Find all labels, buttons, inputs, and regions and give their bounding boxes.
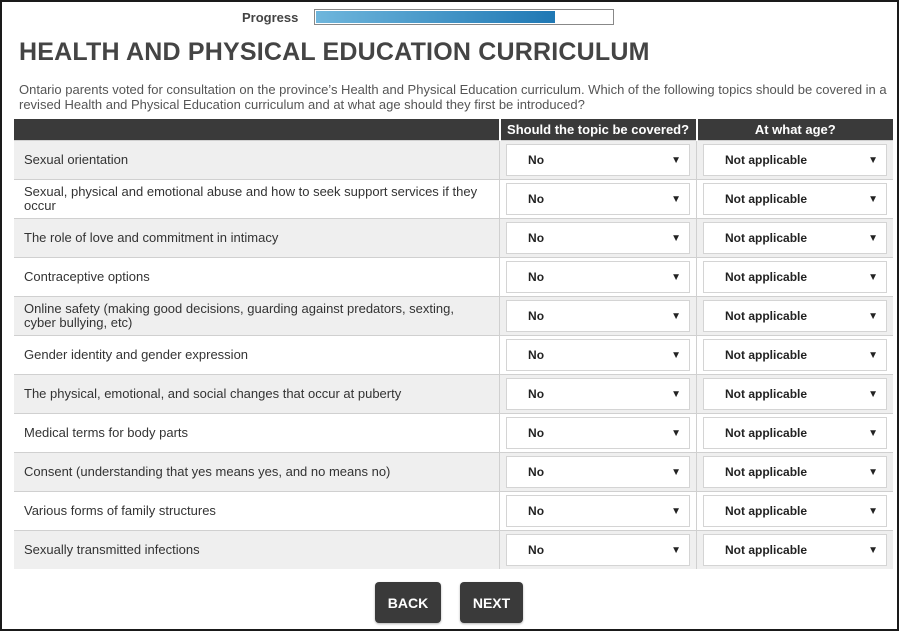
covered-select-value: No <box>528 543 545 557</box>
topic-label: Sexual orientation <box>14 141 500 180</box>
chevron-down-icon: ▼ <box>868 271 879 283</box>
topic-label: Online safety (making good decisions, guarding against predators, sexting, cyber bullying, etc) <box>14 297 500 336</box>
chevron-down-icon: ▼ <box>671 193 682 205</box>
covered-select-cell <box>500 180 697 219</box>
topic-label: Various forms of family structures <box>14 492 500 531</box>
table-row <box>14 219 893 258</box>
age-select-value: Not applicable <box>725 309 808 323</box>
age-select-cell <box>697 453 893 492</box>
table-header-row <box>14 119 893 141</box>
age-select-value: Not applicable <box>725 504 808 518</box>
progress-bar <box>314 9 614 25</box>
age-select-cell <box>697 297 893 336</box>
age-select-value: Not applicable <box>725 153 808 167</box>
age-select[interactable] <box>703 222 887 254</box>
chevron-down-icon: ▼ <box>671 427 682 439</box>
age-select-value: Not applicable <box>725 348 808 362</box>
covered-select-cell <box>500 531 697 570</box>
covered-select-cell <box>500 336 697 375</box>
topic-label: Sexually transmitted infections <box>14 531 500 570</box>
age-select-cell <box>697 219 893 258</box>
chevron-down-icon: ▼ <box>868 505 879 517</box>
covered-select-value: No <box>528 504 545 518</box>
topic-label: Consent (understanding that yes means yes, and no means no) <box>14 453 500 492</box>
age-select-value: Not applicable <box>725 192 808 206</box>
age-select-cell <box>697 375 893 414</box>
question-text: Ontario parents voted for consultation on the province’s Health and Physical Education curriculum. Which of the following topics should be covered in a revised Health and Physical Education curriculum and at what age should they first be introduced? <box>19 82 887 112</box>
age-select[interactable] <box>703 417 887 449</box>
topic-label: Sexual, physical and emotional abuse and how to seek support services if they occur <box>14 180 500 219</box>
covered-select[interactable] <box>506 495 690 527</box>
covered-select-value: No <box>528 426 545 440</box>
header-covered: Should the topic be covered? <box>500 119 697 141</box>
covered-select[interactable] <box>506 456 690 488</box>
covered-select[interactable] <box>506 222 690 254</box>
covered-select-cell <box>500 258 697 297</box>
chevron-down-icon: ▼ <box>671 310 682 322</box>
age-select[interactable] <box>703 534 887 566</box>
age-select-cell <box>697 180 893 219</box>
age-select-value: Not applicable <box>725 270 808 284</box>
table-row <box>14 258 893 297</box>
covered-select-value: No <box>528 153 545 167</box>
topic-label: The physical, emotional, and social changes that occur at puberty <box>14 375 500 414</box>
age-select[interactable] <box>703 456 887 488</box>
covered-select[interactable] <box>506 261 690 293</box>
chevron-down-icon: ▼ <box>868 232 879 244</box>
table-row <box>14 336 893 375</box>
page-title: HEALTH AND PHYSICAL EDUCATION CURRICULUM <box>19 38 650 66</box>
navigation-buttons <box>375 582 523 623</box>
progress-bar-fill <box>316 11 555 23</box>
chevron-down-icon: ▼ <box>671 349 682 361</box>
table-row <box>14 141 893 180</box>
topic-label: The role of love and commitment in intimacy <box>14 219 500 258</box>
table-row <box>14 453 893 492</box>
age-select-value: Not applicable <box>725 426 808 440</box>
chevron-down-icon: ▼ <box>671 388 682 400</box>
progress-label: Progress <box>242 9 299 25</box>
age-select[interactable] <box>703 300 887 332</box>
covered-select[interactable] <box>506 339 690 371</box>
age-select[interactable] <box>703 261 887 293</box>
covered-select-cell <box>500 141 697 180</box>
chevron-down-icon: ▼ <box>868 154 879 166</box>
chevron-down-icon: ▼ <box>868 193 879 205</box>
chevron-down-icon: ▼ <box>868 466 879 478</box>
age-select-value: Not applicable <box>725 543 808 557</box>
chevron-down-icon: ▼ <box>671 154 682 166</box>
covered-select[interactable] <box>506 534 690 566</box>
next-button[interactable]: NEXT <box>460 582 523 623</box>
header-age: At what age? <box>697 119 893 141</box>
covered-select-value: No <box>528 231 545 245</box>
chevron-down-icon: ▼ <box>671 232 682 244</box>
age-select-value: Not applicable <box>725 387 808 401</box>
covered-select-cell <box>500 219 697 258</box>
covered-select-value: No <box>528 192 545 206</box>
chevron-down-icon: ▼ <box>868 310 879 322</box>
table-row <box>14 414 893 453</box>
covered-select-cell <box>500 453 697 492</box>
covered-select-value: No <box>528 387 545 401</box>
covered-select-value: No <box>528 348 545 362</box>
chevron-down-icon: ▼ <box>671 466 682 478</box>
age-select[interactable] <box>703 144 887 176</box>
age-select[interactable] <box>703 495 887 527</box>
covered-select-value: No <box>528 309 545 323</box>
chevron-down-icon: ▼ <box>868 427 879 439</box>
age-select[interactable] <box>703 378 887 410</box>
age-select-cell <box>697 492 893 531</box>
question-matrix <box>14 119 893 569</box>
chevron-down-icon: ▼ <box>868 544 879 556</box>
covered-select-cell <box>500 414 697 453</box>
age-select-cell <box>697 141 893 180</box>
age-select-value: Not applicable <box>725 231 808 245</box>
chevron-down-icon: ▼ <box>868 349 879 361</box>
progress-section <box>242 9 614 25</box>
covered-select-cell <box>500 375 697 414</box>
age-select[interactable] <box>703 339 887 371</box>
covered-select[interactable] <box>506 417 690 449</box>
topic-label: Gender identity and gender expression <box>14 336 500 375</box>
table-row <box>14 531 893 570</box>
chevron-down-icon: ▼ <box>868 388 879 400</box>
table-row <box>14 297 893 336</box>
age-select[interactable] <box>703 183 887 215</box>
age-select-value: Not applicable <box>725 465 808 479</box>
covered-select[interactable] <box>506 183 690 215</box>
covered-select-value: No <box>528 465 545 479</box>
table-row <box>14 180 893 219</box>
topic-label: Medical terms for body parts <box>14 414 500 453</box>
topic-label: Contraceptive options <box>14 258 500 297</box>
covered-select-value: No <box>528 270 545 284</box>
covered-select-cell <box>500 492 697 531</box>
covered-select-cell <box>500 297 697 336</box>
covered-select[interactable] <box>506 378 690 410</box>
chevron-down-icon: ▼ <box>671 505 682 517</box>
age-select-cell <box>697 258 893 297</box>
age-select-cell <box>697 531 893 570</box>
header-topic <box>14 119 500 141</box>
age-select-cell <box>697 414 893 453</box>
covered-select[interactable] <box>506 144 690 176</box>
chevron-down-icon: ▼ <box>671 271 682 283</box>
age-select-cell <box>697 336 893 375</box>
table-row <box>14 492 893 531</box>
covered-select[interactable] <box>506 300 690 332</box>
table-row <box>14 375 893 414</box>
back-button[interactable]: BACK <box>375 582 441 623</box>
chevron-down-icon: ▼ <box>671 544 682 556</box>
